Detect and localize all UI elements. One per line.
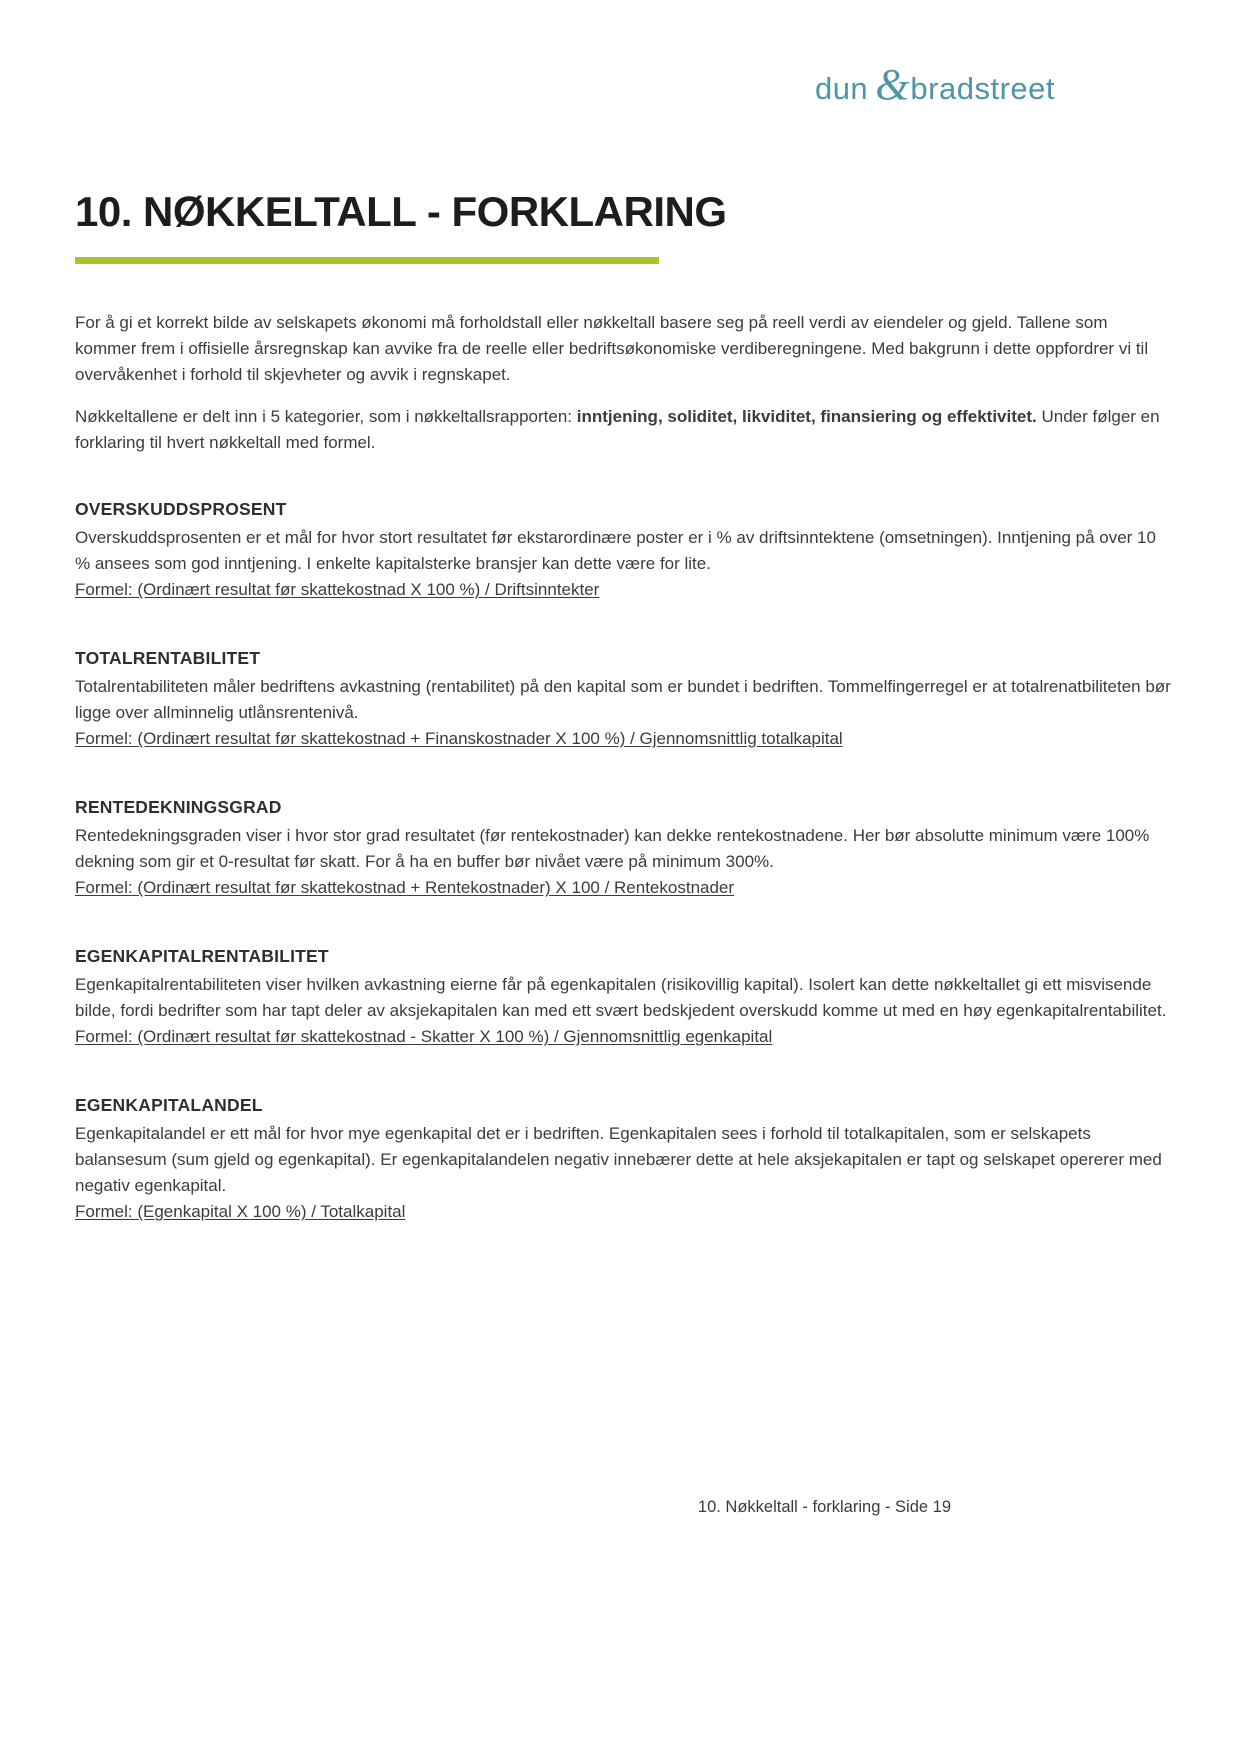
logo-word-dun: dun [814, 70, 869, 106]
page-title: 10. NØKKELTALL - FORKLARING [75, 188, 727, 236]
section-body: Rentedekningsgraden viser i hvor stor grad resultatet (før rentekostnader) kan dekke rentekostnadene. Her bør absolutte minimum være 100% dekning som gir et 0-resultat før skatt. For å ha en buffer bør nivået være på minimum 300%. [75, 826, 1150, 871]
formula-line: Formel: (Ordinært resultat før skattekostnad - Skatter X 100 %) / Gjennomsnittlig egenkapital [75, 1027, 773, 1046]
section-heading: EGENKAPITALRENTABILITET [75, 946, 329, 966]
formula-line: Formel: (Ordinært resultat før skattekostnad X 100 %) / Driftsinntekter [75, 580, 600, 599]
section-heading: TOTALRENTABILITET [75, 648, 261, 668]
section-egenkapitalandel [75, 1092, 1173, 1225]
intro-paragraph-2 [75, 404, 1173, 456]
logo-ampersand-icon: & [875, 60, 910, 109]
formula-line: Formel: (Ordinært resultat før skattekostnad + Rentekostnader) X 100 / Rentekostnader [75, 878, 735, 897]
dun-bradstreet-logo [814, 60, 1055, 110]
page-content [75, 310, 1173, 1267]
section-body: Overskuddsprosenten er et mål for hvor stort resultatet før ekstarordinære poster er i % av driftsinntektene (omsetningen). Inntjening på over 10 % ansees som god inntjening. I enkelte kapitalsterke bransjer kan dette være for lite. [75, 528, 1156, 573]
section-body: Egenkapitalandel er ett mål for hvor mye egenkapital det er i bedriften. Egenkapitalen sees i forhold til totalkapitalen, som er selskapets balansesum (sum gjeld og egenkapital). Er egenkapitalandelen negativ innebærer dette at hele aksjekapitalen er tapt og selskapet opererer med negativ egenkapital. [75, 1124, 1162, 1195]
formula-line: Formel: (Ordinært resultat før skattekostnad + Finanskostnader X 100 %) / Gjennomsnittlig totalkapital [75, 729, 843, 748]
section-body: Egenkapitalrentabiliteten viser hvilken avkastning eierne får på egenkapitalen (risikovillig kapital). Isolert kan dette nøkkeltallet gi ett misvisende bilde, fordi bedrifter som har tapt deler av aksjekapitalen kan med ett svært bedskjedent overskudd komme ut med en høy egenkapitalrentabilitet. [75, 975, 1167, 1020]
section-egenkapitalrentabilitet [75, 943, 1173, 1050]
section-heading: RENTEDEKNINGSGRAD [75, 797, 282, 817]
section-body: Totalrentabiliteten måler bedriftens avkastning (rentabilitet) på den kapital som er bundet i bedriften. Tommelfingerregel er at totalrenatbiliteten bør ligge over allminnelig utlånsrentenivå. [75, 677, 1171, 722]
formula-line: Formel: (Egenkapital X 100 %) / Totalkapital [75, 1202, 406, 1221]
intro-paragraph-2-prefix: Nøkkeltallene er delt inn i 5 kategorier, som i nøkkeltallsrapporten: [75, 407, 577, 426]
intro-paragraph-1: For å gi et korrekt bilde av selskapets økonomi må forholdstall eller nøkkeltall basere seg på reell verdi av eiendeler og gjeld. Tallene som kommer frem i offisielle årsregnskap kan avvike fra de reelle eller bedriftsøkonomiske verdiberegningene. Med bakgrunn i dette oppfordrer vi til overvåkenhet i forhold til skjevheter og avvik i regnskapet. [75, 313, 1149, 384]
section-overskuddsprosent [75, 496, 1173, 603]
intro-paragraph-2-categories: inntjening, soliditet, likviditet, finansiering og effektivitet. [576, 407, 1037, 426]
section-rentedekningsgrad [75, 794, 1173, 901]
page-footer: 10. Nøkkeltall - forklaring - Side 19 [697, 1498, 951, 1516]
intro-paragraph-2-suffix: Under følger en forklaring til hvert nøkkeltall med formel. [75, 407, 1160, 452]
section-heading: OVERSKUDDSPROSENT [75, 499, 287, 519]
logo-word-bradstreet: bradstreet [910, 70, 1055, 106]
section-heading: EGENKAPITALANDEL [75, 1095, 263, 1115]
section-totalrentabilitet [75, 645, 1173, 752]
title-accent-bar [75, 257, 659, 264]
